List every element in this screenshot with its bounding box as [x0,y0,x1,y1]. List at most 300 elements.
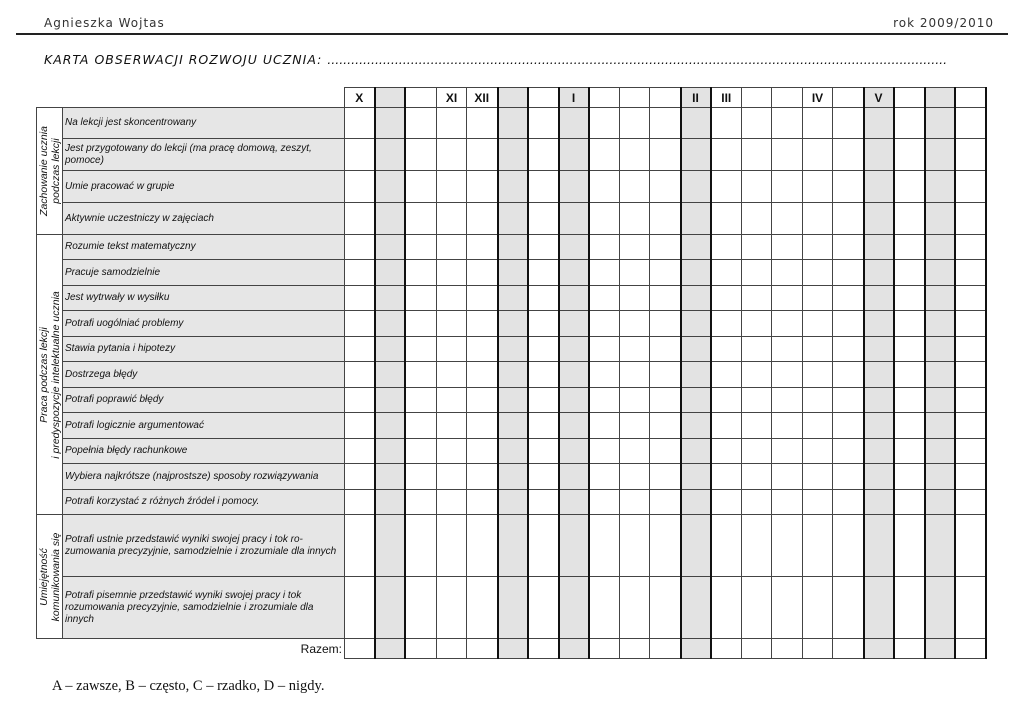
observation-cell[interactable] [620,362,650,388]
observation-cell[interactable] [803,286,833,311]
observation-cell[interactable] [559,139,589,171]
observation-cell[interactable] [559,171,589,203]
observation-cell[interactable] [772,388,803,413]
observation-cell[interactable] [833,203,864,235]
observation-cell[interactable] [498,139,528,171]
observation-cell[interactable] [864,362,894,388]
observation-cell[interactable] [437,464,467,490]
observation-cell[interactable] [589,203,620,235]
observation-cell[interactable] [711,260,742,286]
observation-cell[interactable] [681,413,711,439]
observation-cell[interactable] [925,311,955,337]
observation-cell[interactable] [375,108,405,139]
observation-cell[interactable] [742,171,772,203]
observation-cell[interactable] [467,286,498,311]
observation-cell[interactable] [559,490,589,515]
observation-cell[interactable] [498,235,528,260]
observation-cell[interactable] [681,203,711,235]
observation-cell[interactable] [405,490,437,515]
observation-cell[interactable] [528,388,559,413]
observation-cell[interactable] [375,515,405,577]
observation-cell[interactable] [467,464,498,490]
observation-cell[interactable] [894,108,925,139]
observation-cell[interactable] [772,362,803,388]
total-cell[interactable] [437,639,467,659]
observation-cell[interactable] [681,362,711,388]
observation-cell[interactable] [345,515,375,577]
observation-cell[interactable] [803,413,833,439]
observation-cell[interactable] [681,108,711,139]
observation-cell[interactable] [650,464,681,490]
observation-cell[interactable] [772,464,803,490]
observation-cell[interactable] [681,337,711,362]
observation-cell[interactable] [620,490,650,515]
observation-cell[interactable] [894,362,925,388]
observation-cell[interactable] [742,439,772,464]
observation-cell[interactable] [498,203,528,235]
observation-cell[interactable] [894,171,925,203]
observation-cell[interactable] [864,388,894,413]
observation-cell[interactable] [498,439,528,464]
observation-cell[interactable] [833,388,864,413]
observation-cell[interactable] [681,311,711,337]
observation-cell[interactable] [498,362,528,388]
observation-cell[interactable] [711,108,742,139]
observation-cell[interactable] [498,171,528,203]
observation-cell[interactable] [589,286,620,311]
observation-cell[interactable] [833,311,864,337]
observation-cell[interactable] [405,108,437,139]
total-cell[interactable] [650,639,681,659]
observation-cell[interactable] [955,439,986,464]
observation-cell[interactable] [955,171,986,203]
observation-cell[interactable] [528,108,559,139]
observation-cell[interactable] [955,235,986,260]
total-cell[interactable] [894,639,925,659]
observation-cell[interactable] [559,515,589,577]
observation-cell[interactable] [894,464,925,490]
observation-cell[interactable] [559,464,589,490]
observation-cell[interactable] [498,337,528,362]
observation-cell[interactable] [589,108,620,139]
observation-cell[interactable] [803,235,833,260]
observation-cell[interactable] [620,171,650,203]
observation-cell[interactable] [528,439,559,464]
total-cell[interactable] [405,639,437,659]
total-cell[interactable] [925,639,955,659]
observation-cell[interactable] [742,577,772,639]
observation-cell[interactable] [833,413,864,439]
observation-cell[interactable] [498,577,528,639]
observation-cell[interactable] [528,413,559,439]
observation-cell[interactable] [742,337,772,362]
observation-cell[interactable] [498,464,528,490]
observation-cell[interactable] [772,515,803,577]
total-cell[interactable] [498,639,528,659]
observation-cell[interactable] [620,286,650,311]
observation-cell[interactable] [864,108,894,139]
observation-cell[interactable] [833,108,864,139]
observation-cell[interactable] [498,515,528,577]
observation-cell[interactable] [833,260,864,286]
observation-cell[interactable] [650,203,681,235]
observation-cell[interactable] [803,337,833,362]
observation-cell[interactable] [955,490,986,515]
observation-cell[interactable] [742,311,772,337]
total-cell[interactable] [711,639,742,659]
observation-cell[interactable] [345,139,375,171]
observation-cell[interactable] [894,235,925,260]
observation-cell[interactable] [803,171,833,203]
observation-cell[interactable] [894,577,925,639]
observation-cell[interactable] [711,337,742,362]
observation-cell[interactable] [620,413,650,439]
observation-cell[interactable] [467,235,498,260]
observation-cell[interactable] [559,203,589,235]
total-cell[interactable] [589,639,620,659]
observation-cell[interactable] [467,337,498,362]
observation-cell[interactable] [528,286,559,311]
observation-cell[interactable] [772,235,803,260]
observation-cell[interactable] [955,260,986,286]
observation-cell[interactable] [375,139,405,171]
observation-cell[interactable] [589,139,620,171]
observation-cell[interactable] [833,171,864,203]
observation-cell[interactable] [772,311,803,337]
observation-cell[interactable] [742,235,772,260]
observation-cell[interactable] [375,337,405,362]
observation-cell[interactable] [650,139,681,171]
observation-cell[interactable] [589,439,620,464]
total-cell[interactable] [955,639,986,659]
observation-cell[interactable] [681,139,711,171]
observation-cell[interactable] [925,413,955,439]
observation-cell[interactable] [894,413,925,439]
observation-cell[interactable] [955,203,986,235]
observation-cell[interactable] [711,439,742,464]
observation-cell[interactable] [955,108,986,139]
observation-cell[interactable] [864,515,894,577]
observation-cell[interactable] [803,362,833,388]
observation-cell[interactable] [437,171,467,203]
observation-cell[interactable] [405,203,437,235]
observation-cell[interactable] [925,203,955,235]
observation-cell[interactable] [405,388,437,413]
observation-cell[interactable] [833,235,864,260]
observation-cell[interactable] [864,490,894,515]
observation-cell[interactable] [772,108,803,139]
observation-cell[interactable] [864,286,894,311]
observation-cell[interactable] [864,139,894,171]
observation-cell[interactable] [620,139,650,171]
observation-cell[interactable] [498,108,528,139]
observation-cell[interactable] [559,311,589,337]
observation-cell[interactable] [955,337,986,362]
observation-cell[interactable] [345,490,375,515]
observation-cell[interactable] [405,311,437,337]
observation-cell[interactable] [437,362,467,388]
observation-cell[interactable] [803,577,833,639]
observation-cell[interactable] [589,388,620,413]
observation-cell[interactable] [620,235,650,260]
observation-cell[interactable] [467,311,498,337]
observation-cell[interactable] [681,515,711,577]
observation-cell[interactable] [711,235,742,260]
observation-cell[interactable] [650,362,681,388]
observation-cell[interactable] [345,311,375,337]
observation-cell[interactable] [528,203,559,235]
observation-cell[interactable] [405,286,437,311]
observation-cell[interactable] [345,260,375,286]
observation-cell[interactable] [711,362,742,388]
observation-cell[interactable] [894,337,925,362]
observation-cell[interactable] [650,490,681,515]
total-cell[interactable] [742,639,772,659]
observation-cell[interactable] [742,139,772,171]
observation-cell[interactable] [528,139,559,171]
observation-cell[interactable] [467,362,498,388]
observation-cell[interactable] [650,311,681,337]
observation-cell[interactable] [955,464,986,490]
observation-cell[interactable] [528,490,559,515]
observation-cell[interactable] [650,337,681,362]
observation-cell[interactable] [925,464,955,490]
observation-cell[interactable] [620,203,650,235]
observation-cell[interactable] [405,337,437,362]
observation-cell[interactable] [375,577,405,639]
observation-cell[interactable] [559,388,589,413]
observation-cell[interactable] [467,490,498,515]
observation-cell[interactable] [345,171,375,203]
observation-cell[interactable] [375,464,405,490]
observation-cell[interactable] [559,362,589,388]
total-cell[interactable] [833,639,864,659]
observation-cell[interactable] [742,286,772,311]
observation-cell[interactable] [803,311,833,337]
observation-cell[interactable] [467,388,498,413]
observation-cell[interactable] [742,464,772,490]
observation-cell[interactable] [650,577,681,639]
total-cell[interactable] [772,639,803,659]
observation-cell[interactable] [711,490,742,515]
observation-cell[interactable] [345,362,375,388]
observation-cell[interactable] [894,139,925,171]
observation-cell[interactable] [925,362,955,388]
observation-cell[interactable] [437,577,467,639]
observation-cell[interactable] [405,139,437,171]
observation-cell[interactable] [405,413,437,439]
observation-cell[interactable] [833,439,864,464]
observation-cell[interactable] [955,286,986,311]
observation-cell[interactable] [894,260,925,286]
observation-cell[interactable] [559,108,589,139]
observation-cell[interactable] [772,260,803,286]
observation-cell[interactable] [589,171,620,203]
observation-cell[interactable] [894,311,925,337]
observation-cell[interactable] [772,577,803,639]
observation-cell[interactable] [620,439,650,464]
observation-cell[interactable] [681,388,711,413]
observation-cell[interactable] [620,388,650,413]
observation-cell[interactable] [925,260,955,286]
observation-cell[interactable] [405,362,437,388]
observation-cell[interactable] [833,139,864,171]
observation-cell[interactable] [437,108,467,139]
observation-cell[interactable] [925,235,955,260]
observation-cell[interactable] [498,311,528,337]
observation-cell[interactable] [894,439,925,464]
observation-cell[interactable] [559,439,589,464]
observation-cell[interactable] [711,464,742,490]
observation-cell[interactable] [772,203,803,235]
observation-cell[interactable] [864,171,894,203]
observation-cell[interactable] [742,388,772,413]
observation-cell[interactable] [528,260,559,286]
observation-cell[interactable] [345,337,375,362]
observation-cell[interactable] [405,439,437,464]
observation-cell[interactable] [375,260,405,286]
observation-cell[interactable] [467,577,498,639]
observation-cell[interactable] [498,388,528,413]
observation-cell[interactable] [345,413,375,439]
observation-cell[interactable] [864,260,894,286]
observation-cell[interactable] [437,337,467,362]
observation-cell[interactable] [437,203,467,235]
observation-cell[interactable] [955,577,986,639]
observation-cell[interactable] [803,464,833,490]
observation-cell[interactable] [833,515,864,577]
observation-cell[interactable] [772,413,803,439]
observation-cell[interactable] [528,515,559,577]
observation-cell[interactable] [864,235,894,260]
observation-cell[interactable] [894,490,925,515]
observation-cell[interactable] [711,577,742,639]
observation-cell[interactable] [620,108,650,139]
observation-cell[interactable] [955,311,986,337]
observation-cell[interactable] [894,286,925,311]
observation-cell[interactable] [803,388,833,413]
observation-cell[interactable] [681,286,711,311]
total-cell[interactable] [620,639,650,659]
observation-cell[interactable] [437,139,467,171]
observation-cell[interactable] [864,337,894,362]
observation-cell[interactable] [405,515,437,577]
observation-cell[interactable] [803,108,833,139]
observation-cell[interactable] [650,171,681,203]
observation-cell[interactable] [650,260,681,286]
observation-cell[interactable] [437,413,467,439]
observation-cell[interactable] [589,490,620,515]
observation-cell[interactable] [589,464,620,490]
total-cell[interactable] [345,639,375,659]
observation-cell[interactable] [742,515,772,577]
observation-cell[interactable] [681,235,711,260]
observation-cell[interactable] [375,311,405,337]
observation-cell[interactable] [711,286,742,311]
observation-cell[interactable] [589,413,620,439]
observation-cell[interactable] [772,439,803,464]
observation-cell[interactable] [498,490,528,515]
observation-cell[interactable] [742,490,772,515]
observation-cell[interactable] [925,515,955,577]
total-cell[interactable] [864,639,894,659]
observation-cell[interactable] [437,286,467,311]
observation-cell[interactable] [711,311,742,337]
observation-cell[interactable] [589,337,620,362]
observation-cell[interactable] [437,235,467,260]
observation-cell[interactable] [528,337,559,362]
total-cell[interactable] [375,639,405,659]
observation-cell[interactable] [803,203,833,235]
observation-cell[interactable] [589,235,620,260]
observation-cell[interactable] [345,439,375,464]
observation-cell[interactable] [498,260,528,286]
observation-cell[interactable] [467,171,498,203]
observation-cell[interactable] [559,413,589,439]
observation-cell[interactable] [345,464,375,490]
observation-cell[interactable] [803,260,833,286]
observation-cell[interactable] [772,490,803,515]
observation-cell[interactable] [498,286,528,311]
observation-cell[interactable] [650,388,681,413]
observation-cell[interactable] [437,388,467,413]
observation-cell[interactable] [528,235,559,260]
observation-cell[interactable] [345,108,375,139]
observation-cell[interactable] [925,108,955,139]
observation-cell[interactable] [681,260,711,286]
observation-cell[interactable] [375,235,405,260]
observation-cell[interactable] [925,337,955,362]
observation-cell[interactable] [650,413,681,439]
total-cell[interactable] [559,639,589,659]
observation-cell[interactable] [405,464,437,490]
observation-cell[interactable] [589,515,620,577]
observation-cell[interactable] [375,388,405,413]
observation-cell[interactable] [742,203,772,235]
observation-cell[interactable] [650,108,681,139]
observation-cell[interactable] [498,413,528,439]
total-cell[interactable] [681,639,711,659]
observation-cell[interactable] [405,577,437,639]
observation-cell[interactable] [620,515,650,577]
observation-cell[interactable] [620,337,650,362]
observation-cell[interactable] [772,139,803,171]
observation-cell[interactable] [772,171,803,203]
observation-cell[interactable] [345,203,375,235]
observation-cell[interactable] [925,439,955,464]
observation-cell[interactable] [925,577,955,639]
observation-cell[interactable] [405,260,437,286]
observation-cell[interactable] [559,260,589,286]
observation-cell[interactable] [711,413,742,439]
observation-cell[interactable] [955,515,986,577]
observation-cell[interactable] [467,515,498,577]
total-cell[interactable] [803,639,833,659]
observation-cell[interactable] [803,139,833,171]
observation-cell[interactable] [864,413,894,439]
observation-cell[interactable] [405,171,437,203]
observation-cell[interactable] [742,108,772,139]
observation-cell[interactable] [681,490,711,515]
observation-cell[interactable] [620,464,650,490]
observation-cell[interactable] [528,464,559,490]
observation-cell[interactable] [742,362,772,388]
observation-cell[interactable] [375,286,405,311]
observation-cell[interactable] [437,515,467,577]
observation-cell[interactable] [345,235,375,260]
observation-cell[interactable] [650,235,681,260]
observation-cell[interactable] [833,577,864,639]
